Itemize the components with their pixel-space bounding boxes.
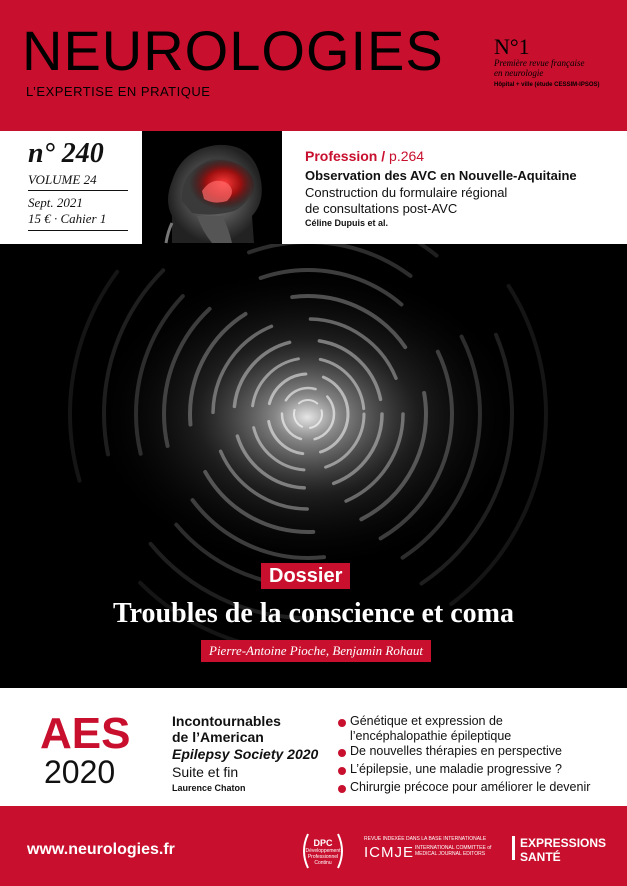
profession-subtitle-1: Construction du formulaire régional [305,185,508,200]
dossier-title: Troubles de la conscience et coma [112,598,514,629]
profession-title: Observation des AVC en Nouvelle-Aquitaine [305,168,577,183]
rank-description [494,58,619,78]
issue-date: Sept. 2021 [28,195,83,210]
aes-heading-line-2: de l’American [172,729,264,745]
bullet-icon [338,719,346,727]
aes-heading-line-4: Suite et fin [172,764,239,780]
aes-bullet-2: De nouvelles thérapies en perspective [350,744,562,758]
dossier-authors: Pierre-Antoine Pioche, Benjamin Rohaut [201,640,431,662]
rank-line-2: en neurologie [494,68,544,78]
magazine-title: NEUROLOGIES [22,19,444,82]
publisher-name-2: SANTÉ [520,850,561,864]
profession-heading [305,148,424,164]
bullet-icon [338,785,346,793]
publisher-logo-bar [512,836,515,860]
rank-source: Hôpital + ville (étude CESSIM-IPSOS) [494,82,600,88]
profession-page: p.264 [389,148,425,164]
website-link[interactable]: www.neurologies.fr [27,841,175,858]
icmje-caption: REVUE INDEXÉE DANS LA BASE INTERNATIONALE [364,836,487,842]
aes-heading-line-1: Incontournables [172,713,281,729]
issue-number: n° 240 [28,138,104,169]
publisher-name-1: EXPRESSIONS [520,836,607,850]
icmje-subtitle: INTERNATIONAL COMMITTEE of MEDICAL JOURNAL EDITORS [415,845,492,857]
aes-bullet-1-line-1: Génétique et expression de [350,714,503,728]
issue-divider-top [28,190,128,191]
rank-badge: N°1 [494,34,530,59]
aes-bullet-1-line-2: l’encéphalopathie épileptique [350,729,512,743]
rank-line-1: Première revue française [494,58,585,68]
profession-category: Profession [305,148,378,164]
issue-price: 15 € · Cahier 1 [28,211,107,226]
aes-label: AES [40,709,131,758]
profession-separator: / [377,148,390,164]
dpc-title: DPC [313,838,333,848]
profession-subtitle-2: de consultations post-AVC [305,201,458,216]
aes-heading-line-3: Epilepsy Society 2020 [172,746,319,762]
bullet-icon [338,749,346,757]
icmje-logo: ICMJE [364,844,414,861]
magazine-tagline: L’EXPERTISE EN PRATIQUE [26,84,211,99]
bullet-icon [338,767,346,775]
profession-author: Céline Dupuis et al. [305,218,389,228]
issue-divider-bottom [28,230,128,231]
aes-author: Laurence Chaton [172,783,246,793]
dpc-subtitle: Développement Professionnel Continu [305,848,341,866]
aes-year: 2020 [44,754,116,790]
dossier-tab: Dossier [261,563,350,589]
issue-volume: VOLUME 24 [28,172,97,187]
dpc-logo [300,830,346,872]
aes-bullet-3: L’épilepsie, une maladie progressive ? [350,762,562,776]
brain-mri-icon [142,131,282,244]
aes-bullet-4: Chirurgie précoce pour améliorer le devenir [350,780,591,794]
